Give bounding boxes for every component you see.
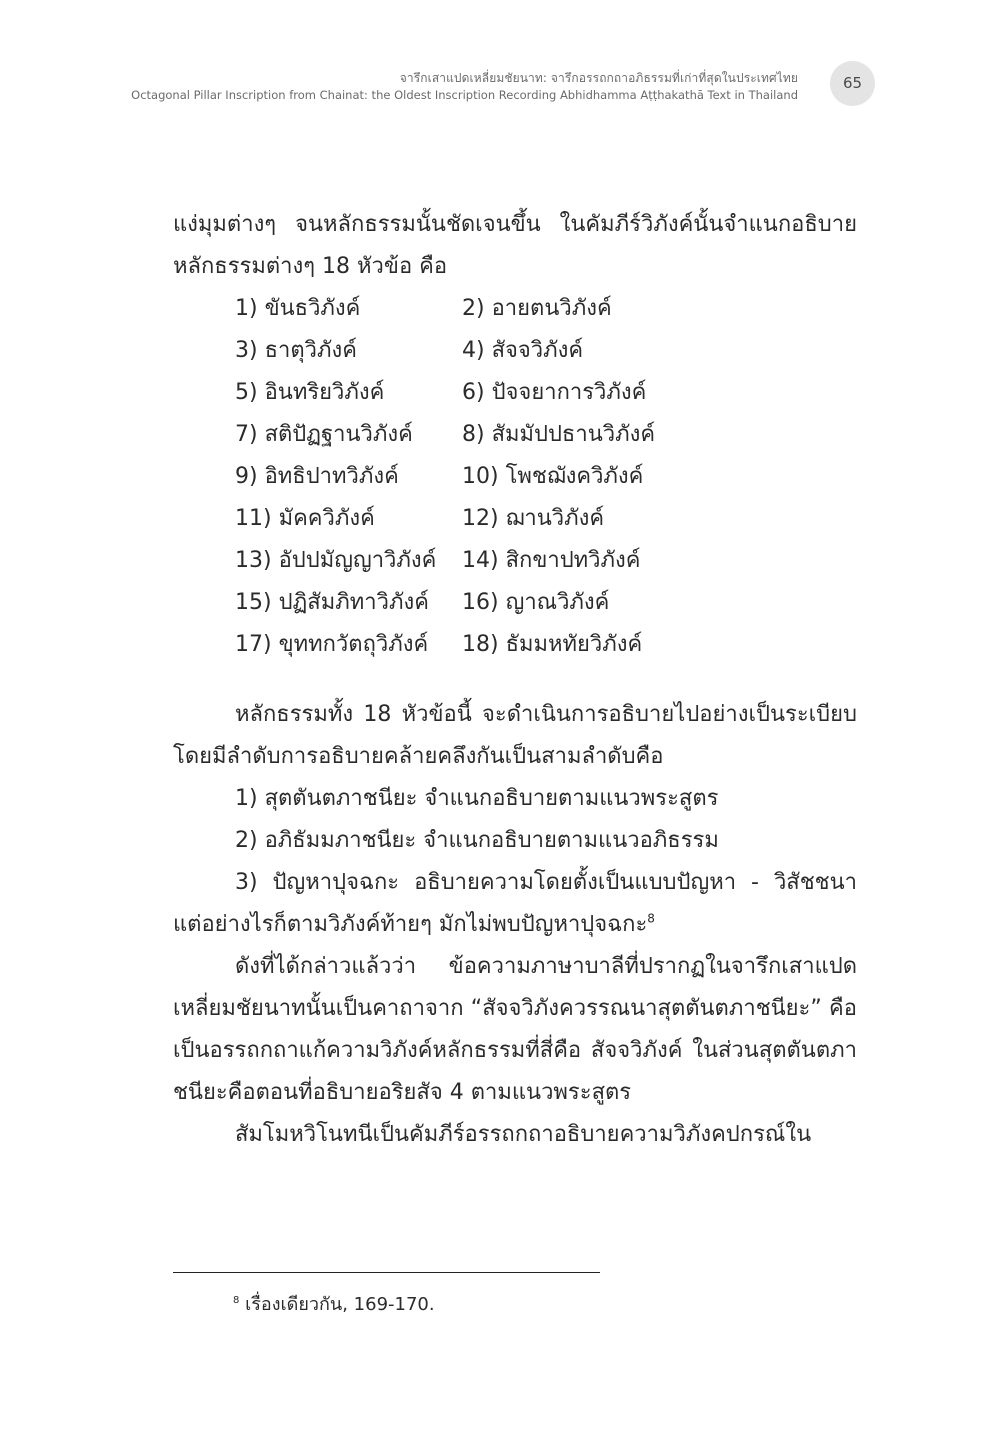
list-item: 15) ปฏิสัมภิทาวิภังค์ bbox=[235, 590, 429, 615]
paragraph-gap bbox=[173, 666, 857, 694]
order-item-3-text: 3) ปัญหาปุจฉกะ อธิบายความโดยตั้งเป็นแบบปัญหา - วิสัชชนา แต่อย่างไรก็ตามวิภังค์ท้ายๆ มักไม่พบปัญหาปุจฉกะ bbox=[173, 870, 857, 937]
order-item-2: 2) อภิธัมมภาชนียะ จำแนกอธิบายตามแนวอภิธรรม bbox=[235, 828, 719, 853]
list-item: 10) โพชฌังควิภังค์ bbox=[462, 464, 644, 489]
footnote-text: เรื่องเดียวกัน, 169-170. bbox=[245, 1294, 435, 1315]
list-item: 6) ปัจจยาการวิภังค์ bbox=[462, 380, 647, 405]
list-row bbox=[173, 330, 857, 372]
list-item: 18) ธัมมหทัยวิภังค์ bbox=[462, 632, 643, 657]
footnote-number: 8 bbox=[233, 1295, 240, 1306]
footnote-reference[interactable]: 8 bbox=[647, 911, 655, 926]
list-item: 14) สิกขาปทวิภังค์ bbox=[462, 548, 641, 573]
header-title-english: Octagonal Pillar Inscription from Chainat: the Oldest Inscription Recording Abhidhamma Aṭṭhakathā Text in Thailand bbox=[131, 88, 798, 102]
list-row bbox=[173, 414, 857, 456]
page-number-badge: 65 bbox=[830, 61, 875, 106]
list-item: 8) สัมมัปปธานวิภังค์ bbox=[462, 422, 656, 447]
paragraph-inscription: ดังที่ได้กล่าวแล้วว่า ข้อความภาษาบาลีที่ปรากฏในจารึกเสาแปดเหลี่ยมชัยนาทนั้นเป็นคาถาจาก “สัจจวิภังควรรณนาสุตตันตภาชนียะ” คือ เป็นอรรถกถาแก้ความวิภังค์หลักธรรมที่สี่คือ สัจจวิภังค์ ในส่วนสุตตันตภาชนียะคือตอนที่อธิบายอริยสัจ 4 ตามแนวพระสูตร bbox=[173, 954, 857, 1105]
intro-paragraph: แง่มุมต่างๆ จนหลักธรรมนั้นชัดเจนขึ้น ในคัมภีร์วิภังค์นั้นจำแนกอธิบายหลักธรรมต่างๆ 18 หัวข้อ คือ bbox=[173, 212, 857, 279]
list-item: 17) ขุททกวัตถุวิภังค์ bbox=[235, 632, 429, 657]
header-title-thai: จารึกเสาแปดเหลี่ยมชัยนาท: จารึกอรรถกถาอภิธรรมที่เก่าที่สุดในประเทศไทย bbox=[399, 71, 798, 85]
list-row bbox=[173, 498, 857, 540]
order-item-3 bbox=[173, 862, 857, 946]
list-row bbox=[173, 372, 857, 414]
list-item: 5) อินทริยวิภังค์ bbox=[235, 380, 385, 405]
page-body bbox=[173, 204, 857, 1156]
list-item: 9) อิทธิปาทวิภังค์ bbox=[235, 464, 399, 489]
paragraph-order-intro: หลักธรรมทั้ง 18 หัวข้อนี้ จะดำเนินการอธิบายไปอย่างเป็นระเบียบ โดยมีลำดับการอธิบายคล้ายคลึงกันเป็นสามลำดับคือ bbox=[173, 702, 857, 769]
list-item: 3) ธาตุวิภังค์ bbox=[235, 338, 357, 363]
list-item: 11) มัคควิภังค์ bbox=[235, 506, 375, 531]
list-item: 7) สติปัฏฐานวิภังค์ bbox=[235, 422, 413, 447]
list-item: 2) อายตนวิภังค์ bbox=[462, 296, 612, 321]
footnote bbox=[233, 1290, 435, 1320]
list-row bbox=[173, 624, 857, 666]
paragraph-sammohavinodani: สัมโมหวิโนทนีเป็นคัมภีร์อรรถกถาอธิบายความวิภังคปกรณ์ใน bbox=[235, 1122, 812, 1147]
list-row bbox=[173, 288, 857, 330]
order-item-1: 1) สุตตันตภาชนียะ จำแนกอธิบายตามแนวพระสูตร bbox=[235, 786, 719, 811]
vibhanga-list bbox=[173, 288, 857, 666]
list-item: 16) ญาณวิภังค์ bbox=[462, 590, 610, 615]
list-item: 4) สัจจวิภังค์ bbox=[462, 338, 584, 363]
list-row bbox=[173, 582, 857, 624]
list-item: 12) ฌานวิภังค์ bbox=[462, 506, 605, 531]
running-header bbox=[131, 70, 798, 103]
list-row bbox=[173, 540, 857, 582]
list-item: 1) ขันธวิภังค์ bbox=[235, 296, 361, 321]
list-row bbox=[173, 456, 857, 498]
list-item: 13) อัปปมัญญาวิภังค์ bbox=[235, 548, 437, 573]
footnote-divider bbox=[173, 1272, 600, 1273]
